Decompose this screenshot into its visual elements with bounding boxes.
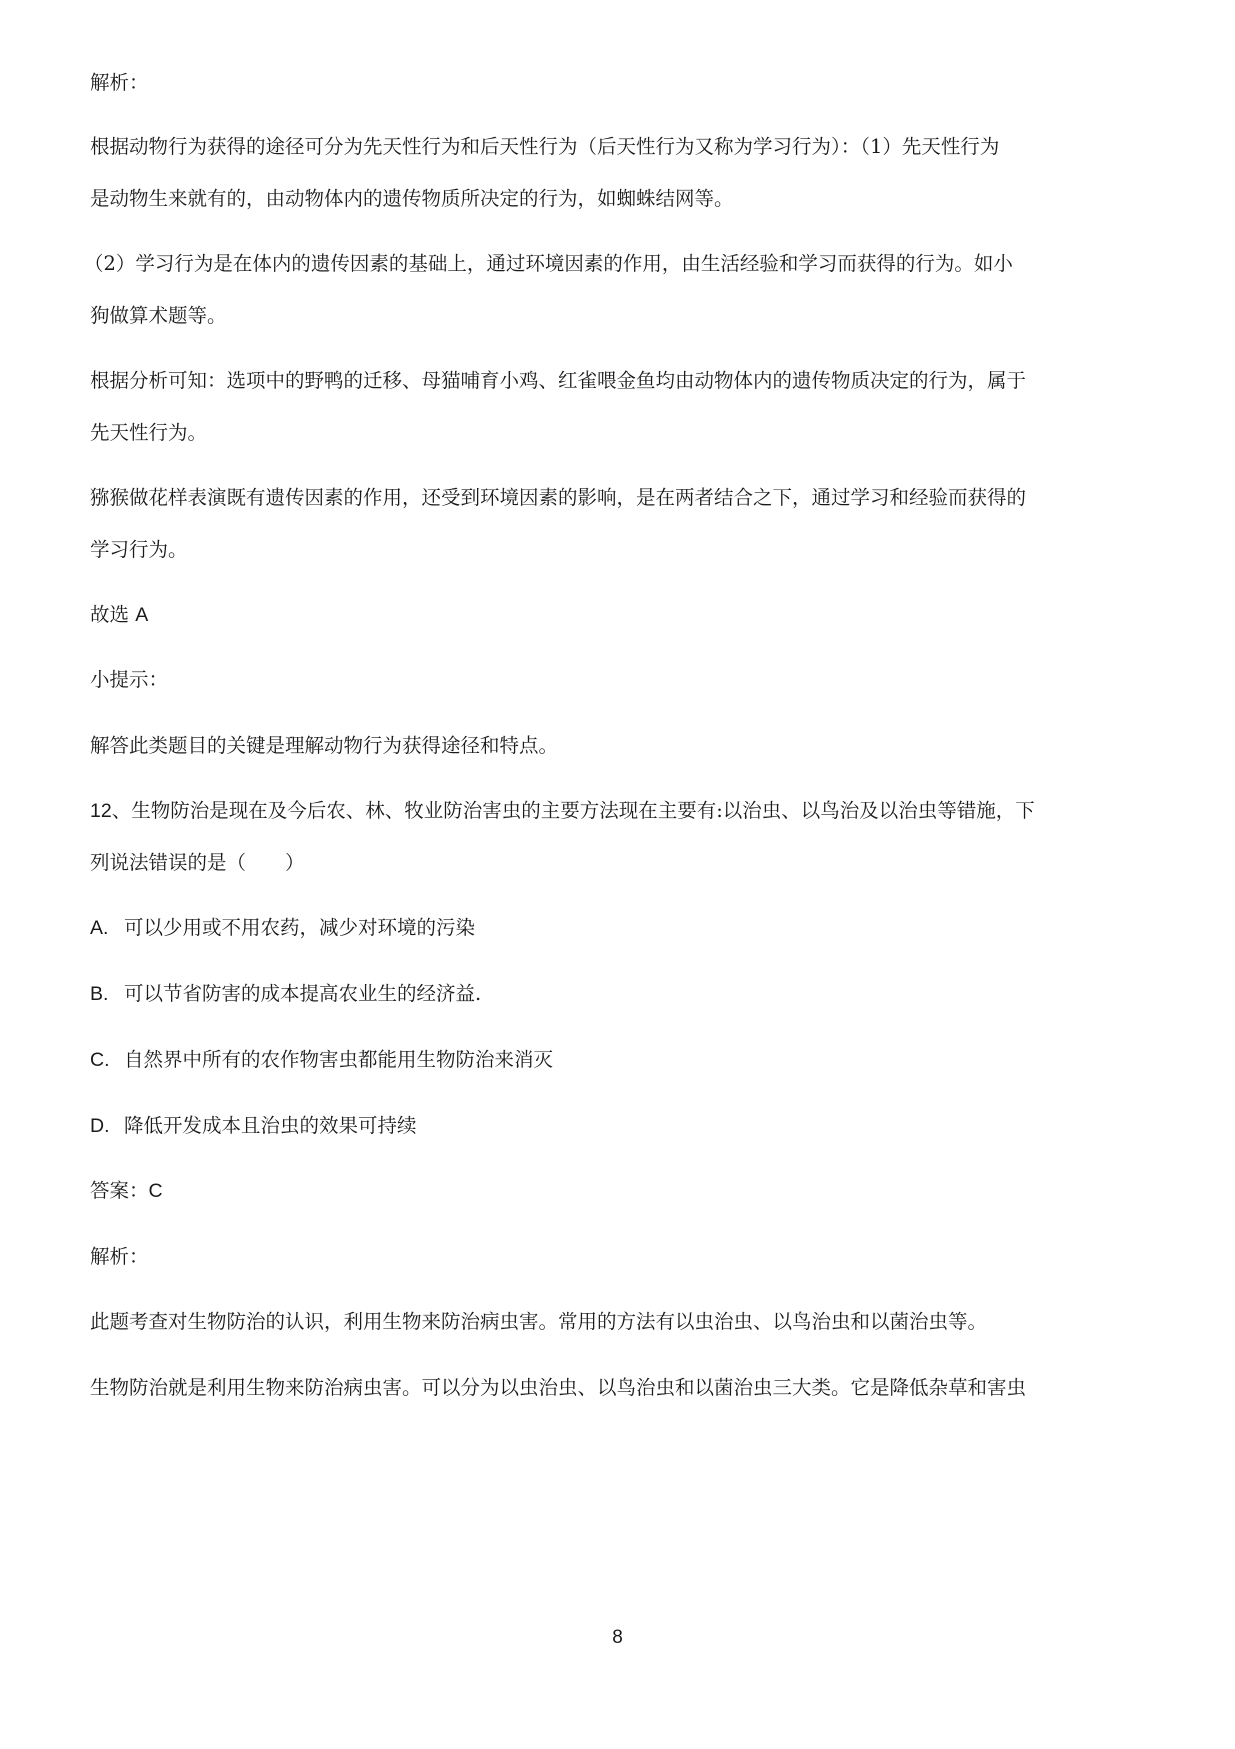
question-analysis-line-1: 此题考查对生物防治的认识，利用生物来防治病虫害。常用的方法有以虫治虫、以鸟治虫和以菌治虫等。 [90, 1310, 988, 1333]
tip-label: 小提示： [90, 668, 169, 691]
analysis-paragraph-3-line-1: 根据分析可知：选项中的野鸭的迁移、母猫哺育小鸡、红雀喂金鱼均由动物体内的遗传物质决定的行为，属于 [90, 369, 1027, 392]
question-analysis-label: 解析： [90, 1245, 149, 1268]
question-12-stem-line-1 [90, 798, 1150, 824]
option-b [90, 981, 1150, 1007]
question-12-stem-line-2: 列说法错误的是（ ） [90, 851, 305, 874]
choice-line [90, 602, 1150, 628]
analysis-paragraph-2-line-2: 狗做算术题等。 [90, 304, 227, 327]
answer-value: C [148, 1180, 163, 1202]
option-d [90, 1113, 1150, 1139]
option-letter: D. [90, 1115, 110, 1137]
question-stem-text: 生物防治是现在及今后农、林、牧业防治害虫的主要方法现在主要有:以治虫、以鸟治及以治虫等错施，下 [131, 799, 1035, 822]
option-text: 降低开发成本且治虫的效果可持续 [124, 1114, 417, 1137]
analysis-paragraph-1-line-1: 根据动物行为获得的途径可分为先天性行为和后天性行为（后天性行为又称为学习行为）：（1）先天性行为 [90, 135, 1000, 158]
option-text: 可以少用或不用农药，减少对环境的污染 [124, 916, 476, 939]
option-letter: A. [90, 917, 109, 939]
option-a [90, 915, 1150, 941]
question-number: 12、 [90, 800, 132, 822]
choice-prefix: 故选 [90, 603, 130, 626]
question-analysis-line-2: 生物防治就是利用生物来防治病虫害。可以分为以虫治虫、以鸟治虫和以菌治虫三大类。它是降低杂草和害虫 [90, 1376, 1027, 1399]
answer-line [90, 1178, 1150, 1204]
option-text: 可以节省防害的成本提高农业生的经济益. [124, 982, 482, 1005]
analysis-paragraph-4-line-1: 猕猴做花样表演既有遗传因素的作用，还受到环境因素的影响，是在两者结合之下，通过学习和经验而获得的 [90, 486, 1027, 509]
option-letter: C. [90, 1049, 110, 1071]
tip-text: 解答此类题目的关键是理解动物行为获得途径和特点。 [90, 734, 559, 757]
analysis-paragraph-2-line-1: （2）学习行为是在体内的遗传因素的基础上，通过环境因素的作用，由生活经验和学习而获得的行为。如小 [84, 252, 1013, 275]
analysis-paragraph-4-line-2: 学习行为。 [90, 538, 188, 561]
analysis-label: 解析： [90, 71, 149, 94]
option-text: 自然界中所有的农作物害虫都能用生物防治来消灭 [124, 1048, 554, 1071]
analysis-paragraph-1-line-2: 是动物生来就有的，由动物体内的遗传物质所决定的行为，如蜘蛛结网等。 [90, 187, 734, 210]
option-letter: B. [90, 983, 109, 1005]
analysis-paragraph-3-line-2: 先天性行为。 [90, 421, 208, 444]
choice-value: A [135, 604, 149, 626]
answer-label: 答案： [90, 1179, 149, 1202]
page-number: 8 [612, 1627, 623, 1648]
option-c [90, 1047, 1150, 1073]
